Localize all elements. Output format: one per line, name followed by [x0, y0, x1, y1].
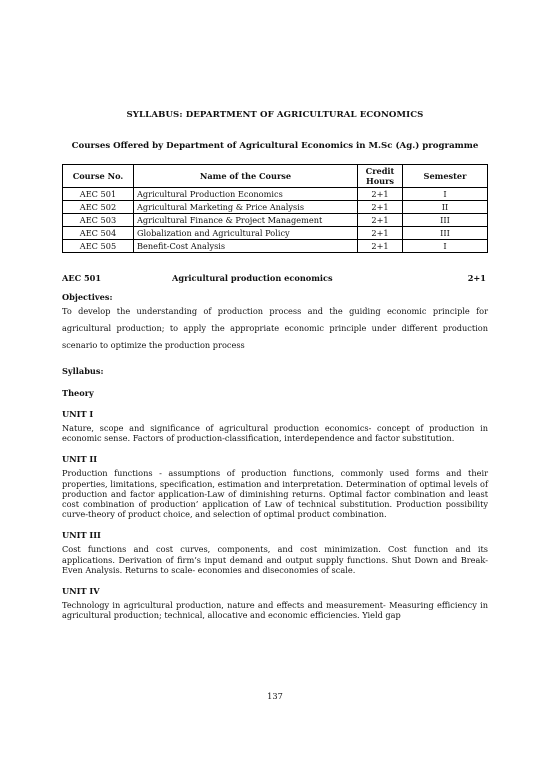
cell-course-name: Agricultural Marketing & Price Analysis [134, 201, 358, 214]
cell-course-no: AEC 502 [63, 201, 134, 214]
cell-semester: I [403, 240, 488, 253]
table-header-row [63, 165, 488, 188]
header-course-name: Name of the Course [134, 165, 358, 188]
header-credit-hours: Credit Hours [358, 165, 403, 188]
cell-course-no: AEC 503 [63, 214, 134, 227]
theory-heading: Theory [62, 388, 94, 398]
course-heading [62, 273, 488, 283]
unit-section [62, 454, 488, 519]
cell-credit-hours: 2+1 [358, 214, 403, 227]
cell-course-no: AEC 501 [63, 188, 134, 201]
cell-semester: III [403, 214, 488, 227]
unit-heading: UNIT III [62, 530, 101, 541]
cell-credit-hours: 2+1 [358, 188, 403, 201]
document-subtitle: Courses Offered by Department of Agricultural Economics in M.Sc (Ag.) programme [71, 141, 479, 151]
course-name: Agricultural production economics [172, 273, 333, 283]
table-row [63, 188, 488, 201]
table-row [63, 227, 488, 240]
table-row [63, 201, 488, 214]
cell-credit-hours: 2+1 [358, 201, 403, 214]
unit-section [62, 409, 488, 443]
header-course-no: Course No. [63, 165, 134, 188]
cell-course-no: AEC 505 [63, 240, 134, 253]
cell-course-name: Benefit-Cost Analysis [134, 240, 358, 253]
header-semester: Semester [403, 165, 488, 188]
unit-heading: UNIT II [62, 454, 98, 465]
page-content [62, 110, 488, 620]
cell-credit-hours: 2+1 [358, 227, 403, 240]
unit-section [62, 530, 488, 575]
course-credits: 2+1 [467, 273, 486, 283]
objectives-text: To develop the understanding of production process and the guiding economic principle for agricultural production; to apply the appropriate economic principle under different production scenario to optimize the production process [62, 306, 488, 350]
course-code: AEC 501 [62, 273, 102, 283]
cell-course-name: Globalization and Agricultural Policy [134, 227, 358, 240]
unit-heading: UNIT I [62, 409, 94, 419]
cell-course-name: Agricultural Finance & Project Management [134, 214, 358, 227]
cell-course-name: Agricultural Production Economics [134, 188, 358, 201]
unit-text: Nature, scope and significance of agricultural production economics- concept of production in economic sense. Factors of production-classification, interdependence and factor substitution. [62, 423, 488, 444]
cell-semester: II [403, 201, 488, 214]
objectives-heading: Objectives: [62, 292, 113, 302]
unit-text: Production functions - assumptions of production functions, commonly used forms and their properties, limitations, specification, estimation and interpretation. Determination of optimal levels of production and factor application-Law of diminishing returns. Optimal factor combination and least cost combination of production’ application of Law of technical substitution. Production possibility curve-theory of product choice, and selection of optimal product combination. [62, 468, 488, 520]
table-row [63, 214, 488, 227]
courses-table [62, 164, 488, 253]
unit-heading: UNIT IV [62, 586, 100, 597]
page-number: 137 [267, 691, 283, 701]
table-row [63, 240, 488, 253]
unit-text: Cost functions and cost curves, components, and cost minimization. Cost function and its applications. Derivation of firm’s input demand and output supply functions. Shut Down and Break-Even Analysis. Returns to scale- economies and diseconomies of scale. [62, 544, 488, 575]
cell-semester: I [403, 188, 488, 201]
cell-credit-hours: 2+1 [358, 240, 403, 253]
unit-text: Technology in agricultural production, nature and effects and measurement- Measuring efficiency in agricultural production; technical, allocative and economic efficiencies. Yield gap [62, 600, 488, 621]
document-title: SYLLABUS: DEPARTMENT OF AGRICULTURAL ECONOMICS [126, 110, 424, 120]
unit-section [62, 586, 488, 620]
syllabus-heading: Syllabus: [62, 366, 104, 376]
cell-course-no: AEC 504 [63, 227, 134, 240]
cell-semester: III [403, 227, 488, 240]
